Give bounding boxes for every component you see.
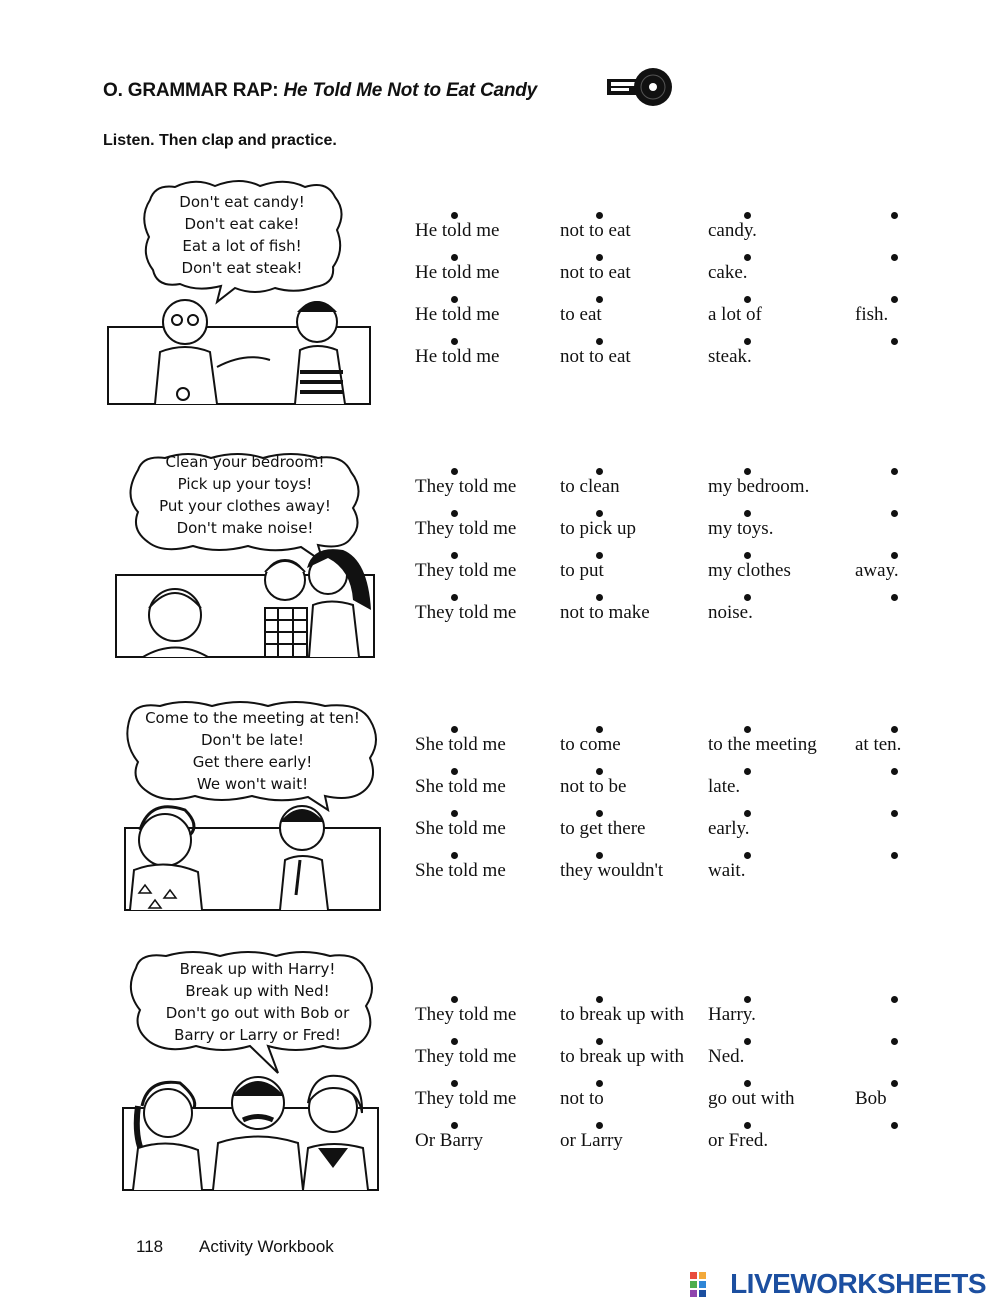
beat-dot	[596, 1038, 603, 1045]
rap-phrase: to pick up	[560, 518, 636, 539]
rap-phrase: at ten.	[855, 734, 902, 755]
beat-dot	[744, 768, 751, 775]
rap-title: He Told Me Not to Eat Candy	[283, 80, 538, 101]
rap-phrase: late.	[708, 776, 741, 797]
liveworksheets-logo-icon	[690, 1272, 716, 1298]
beat-dot	[596, 552, 603, 559]
beat-dot	[891, 1080, 898, 1087]
rap-phrase: early.	[708, 818, 750, 839]
rap-phrase: not to eat	[560, 262, 631, 283]
beat-dot	[744, 594, 751, 601]
rap-phrase: not to eat	[560, 346, 631, 367]
rap-phrase: He told me	[415, 304, 500, 325]
beat-dot	[891, 594, 898, 601]
bubble-line: Don't be late!	[200, 731, 304, 749]
bubble-line: Get there early!	[192, 753, 313, 771]
beat-dot	[744, 510, 751, 517]
beat-dot	[891, 552, 898, 559]
beat-dot	[596, 296, 603, 303]
beat-dot	[451, 996, 458, 1003]
beat-dot	[451, 212, 458, 219]
bubble-line: Don't go out with Bob or	[165, 1004, 350, 1022]
beat-dot	[451, 468, 458, 475]
beat-dot	[451, 338, 458, 345]
beat-dot	[451, 1038, 458, 1045]
rap-phrase: not to be	[560, 776, 627, 797]
bubble-line: Clean your bedroom!	[165, 453, 325, 471]
cd-icon	[605, 66, 675, 108]
beat-dot	[451, 296, 458, 303]
rap-phrase: She told me	[415, 734, 506, 755]
rap-phrase: to break up with	[560, 1004, 685, 1025]
rap-phrase: Harry.	[708, 1004, 756, 1025]
beat-dot	[596, 996, 603, 1003]
rap-phrase: They told me	[415, 476, 517, 497]
page-number: 118	[136, 1237, 164, 1256]
speech-bubble	[130, 707, 375, 795]
beat-dot	[891, 1122, 898, 1129]
rap-phrase: wait.	[708, 860, 746, 881]
beat-dot	[744, 852, 751, 859]
rap-phrase: He told me	[415, 262, 500, 283]
beat-dot	[891, 468, 898, 475]
beat-dot	[596, 726, 603, 733]
beat-dot	[596, 594, 603, 601]
bubble-line: Pick up your toys!	[177, 475, 313, 493]
bubble-line: Put your clothes away!	[159, 497, 331, 515]
rap-phrase: fish.	[855, 304, 889, 325]
beat-dot	[596, 212, 603, 219]
beat-dot	[744, 552, 751, 559]
beat-dot	[451, 594, 458, 601]
beat-dot	[744, 296, 751, 303]
beat-dot	[451, 1122, 458, 1129]
rap-phrase: my bedroom.	[708, 476, 810, 497]
rap-phrase: He told me	[415, 346, 500, 367]
book-name: Activity Workbook	[199, 1237, 334, 1256]
rap-phrase: They told me	[415, 1046, 517, 1067]
bubble-line: We won't wait!	[196, 775, 309, 793]
beat-dot	[451, 810, 458, 817]
beat-dot	[596, 1080, 603, 1087]
rap-phrase: to break up with	[560, 1046, 685, 1067]
speech-bubble	[140, 958, 375, 1046]
speech-bubble	[160, 191, 324, 279]
beat-dot	[744, 338, 751, 345]
rap-phrase: not to eat	[560, 220, 631, 241]
rap-phrase: go out with	[708, 1088, 795, 1109]
beat-dot	[596, 338, 603, 345]
bubble-line: Break up with Ned!	[185, 982, 330, 1000]
beat-dot	[451, 552, 458, 559]
bubble-line: Come to the meeting at ten!	[145, 709, 360, 727]
rap-phrase: to clean	[560, 476, 620, 497]
beat-dot	[451, 254, 458, 261]
rap-phrase: They told me	[415, 518, 517, 539]
speech-bubble	[140, 451, 350, 539]
rap-phrase: a lot of	[708, 304, 762, 325]
rap-phrase: to come	[560, 734, 621, 755]
rap-phrase: cake.	[708, 262, 748, 283]
rap-phrase: or Fred.	[708, 1130, 769, 1151]
beat-dot	[891, 852, 898, 859]
beat-dot	[451, 726, 458, 733]
beat-dot	[744, 1122, 751, 1129]
rap-phrase: not to make	[560, 602, 650, 623]
beat-dot	[744, 254, 751, 261]
beat-dot	[891, 338, 898, 345]
bubble-line: Don't eat cake!	[184, 215, 300, 233]
beat-dot	[891, 212, 898, 219]
beat-dot	[596, 768, 603, 775]
beat-dot	[891, 726, 898, 733]
rap-phrase: They told me	[415, 1004, 517, 1025]
beat-dot	[891, 810, 898, 817]
rap-phrase: Bob	[855, 1088, 887, 1109]
rap-phrase: They told me	[415, 602, 517, 623]
beat-dot	[891, 996, 898, 1003]
beat-dot	[744, 996, 751, 1003]
rap-phrase: noise.	[708, 602, 753, 623]
liveworksheets-brand: LIVEWORKSHEETS	[730, 1268, 986, 1299]
beat-dot	[891, 1038, 898, 1045]
rap-phrase: Ned.	[708, 1046, 745, 1067]
beat-dot	[744, 212, 751, 219]
beat-dot	[596, 468, 603, 475]
rap-phrase: She told me	[415, 776, 506, 797]
rap-phrase: They told me	[415, 560, 517, 581]
rap-phrase: to eat	[560, 304, 602, 325]
bubble-line: Break up with Harry!	[179, 960, 336, 978]
rap-phrase: to put	[560, 560, 604, 581]
beat-dot	[451, 768, 458, 775]
beat-dot	[451, 852, 458, 859]
beat-dot	[451, 1080, 458, 1087]
page-title	[103, 80, 537, 102]
rap-phrase: She told me	[415, 818, 506, 839]
beat-dot	[891, 510, 898, 517]
rap-phrase: my toys.	[708, 518, 774, 539]
beat-dot	[596, 254, 603, 261]
beat-dot	[744, 1080, 751, 1087]
rap-phrase: not to	[560, 1088, 604, 1109]
bubble-line: Barry or Larry or Fred!	[174, 1026, 341, 1044]
rap-phrase: candy.	[708, 220, 757, 241]
rap-phrase: to get there	[560, 818, 646, 839]
beat-dot	[596, 1122, 603, 1129]
rap-phrase: He told me	[415, 220, 500, 241]
beat-dot	[451, 510, 458, 517]
beat-dot	[596, 810, 603, 817]
bubble-line: Don't eat candy!	[179, 193, 305, 211]
section-label: O. GRAMMAR RAP:	[103, 80, 279, 101]
instruction-text: Listen. Then clap and practice.	[103, 132, 337, 149]
beat-dot	[891, 296, 898, 303]
bubble-line: Don't make noise!	[176, 519, 314, 537]
beat-dot	[596, 510, 603, 517]
beat-dot	[891, 254, 898, 261]
rap-phrase: away.	[855, 560, 899, 581]
rap-phrase: Or Barry	[415, 1130, 484, 1151]
rap-phrase: they wouldn't	[560, 860, 664, 881]
rap-phrase: or Larry	[560, 1130, 623, 1151]
beat-dot	[744, 726, 751, 733]
beat-dot	[744, 810, 751, 817]
rap-phrase: my clothes	[708, 560, 791, 581]
beat-dot	[891, 768, 898, 775]
beat-dot	[596, 852, 603, 859]
beat-dot	[744, 1038, 751, 1045]
rap-phrase: steak.	[708, 346, 752, 367]
beat-dot	[744, 468, 751, 475]
bubble-line: Don't eat steak!	[181, 259, 303, 277]
bubble-line: Eat a lot of fish!	[182, 237, 302, 255]
rap-phrase: She told me	[415, 860, 506, 881]
rap-phrase: They told me	[415, 1088, 517, 1109]
rap-phrase: to the meeting	[708, 734, 817, 755]
